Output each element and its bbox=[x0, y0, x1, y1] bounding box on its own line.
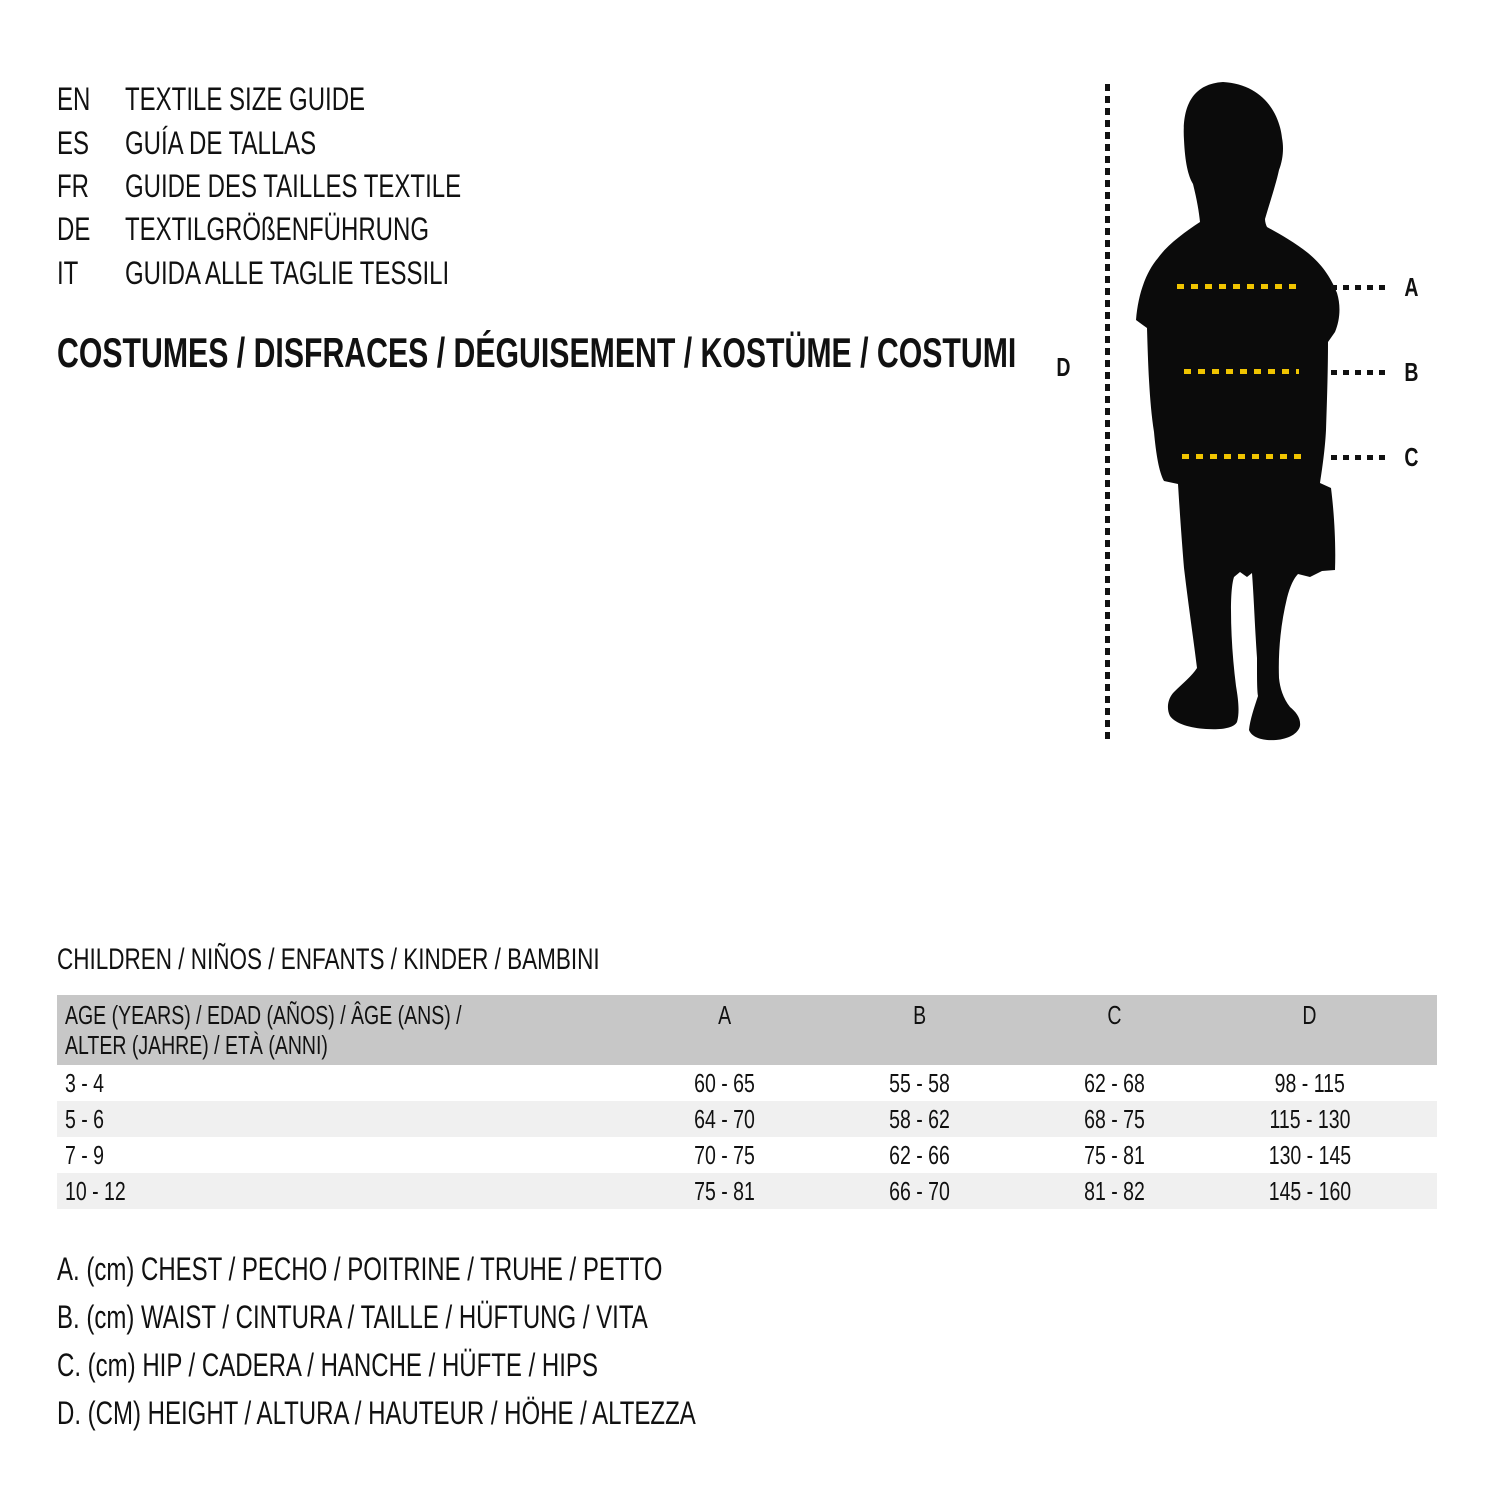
language-guide-title: GUIDE DES TAILLES TEXTILE bbox=[125, 168, 462, 204]
waist-leader-line bbox=[1331, 370, 1386, 375]
chest-measure-line bbox=[1177, 284, 1303, 289]
language-row-it bbox=[0, 255, 700, 291]
age-header-line1: AGE (YEARS) / EDAD (AÑOS) / ÂGE (ANS) / bbox=[65, 1000, 462, 1030]
age-cell: 5 - 6 bbox=[65, 1104, 105, 1134]
height-dimension-line bbox=[1105, 84, 1110, 740]
waist-cell: 62 - 66 bbox=[889, 1140, 950, 1170]
chest-cell: 70 - 75 bbox=[694, 1140, 755, 1170]
waist-cell: 58 - 62 bbox=[889, 1104, 950, 1134]
column-header-a: A bbox=[717, 1000, 732, 1030]
waist-cell: 66 - 70 bbox=[889, 1176, 950, 1206]
language-row-en bbox=[0, 81, 700, 117]
category-heading: COSTUMES / DISFRACES / DÉGUISEMENT / KOSTÜME / COSTUMI bbox=[57, 329, 1017, 376]
height-cell: 98 - 115 bbox=[1274, 1068, 1345, 1098]
table-row bbox=[57, 1101, 1437, 1137]
hip-cell: 81 - 82 bbox=[1084, 1176, 1145, 1206]
language-row-es bbox=[0, 125, 700, 161]
waist-b-label: B bbox=[1404, 357, 1419, 387]
column-header-b: B bbox=[912, 1000, 927, 1030]
age-cell: 3 - 4 bbox=[65, 1068, 105, 1098]
table-row bbox=[57, 1173, 1437, 1209]
hip-cell: 68 - 75 bbox=[1084, 1104, 1145, 1134]
column-header-d: D bbox=[1302, 1000, 1317, 1030]
legend-waist: B. (cm) WAIST / CINTURA / TAILLE / HÜFTUNG / VITA bbox=[57, 1299, 648, 1335]
language-guide-title: GUÍA DE TALLAS bbox=[125, 125, 317, 161]
height-cell: 145 - 160 bbox=[1268, 1176, 1351, 1206]
waist-measure-line bbox=[1184, 369, 1299, 374]
chest-cell: 60 - 65 bbox=[694, 1068, 755, 1098]
age-cell: 7 - 9 bbox=[65, 1140, 105, 1170]
hip-measure-line bbox=[1182, 454, 1304, 459]
table-row bbox=[57, 1137, 1437, 1173]
chest-cell: 64 - 70 bbox=[694, 1104, 755, 1134]
language-row-fr bbox=[0, 168, 700, 204]
language-code: EN bbox=[57, 81, 91, 117]
legend-chest: A. (cm) CHEST / PECHO / POITRINE / TRUHE / PETTO bbox=[57, 1251, 663, 1287]
language-code: DE bbox=[57, 211, 91, 247]
hip-cell: 75 - 81 bbox=[1084, 1140, 1145, 1170]
size-table-header-row bbox=[57, 995, 1437, 1065]
legend-height: D. (CM) HEIGHT / ALTURA / HAUTEUR / HÖHE / ALTEZZA bbox=[57, 1395, 696, 1431]
height-cell: 130 - 145 bbox=[1268, 1140, 1351, 1170]
hip-cell: 62 - 68 bbox=[1084, 1068, 1145, 1098]
hip-c-label: C bbox=[1404, 442, 1419, 472]
height-cell: 115 - 130 bbox=[1269, 1104, 1350, 1134]
chest-a-label: A bbox=[1404, 272, 1419, 302]
table-row bbox=[57, 1065, 1437, 1101]
language-code: IT bbox=[57, 255, 79, 291]
section-title-children: CHILDREN / NIÑOS / ENFANTS / KINDER / BAMBINI bbox=[57, 943, 600, 976]
language-code: FR bbox=[57, 168, 89, 204]
waist-cell: 55 - 58 bbox=[889, 1068, 950, 1098]
chest-leader-line bbox=[1331, 285, 1386, 290]
age-header-line2: ALTER (JAHRE) / ETÀ (ANNI) bbox=[65, 1030, 328, 1060]
hip-leader-line bbox=[1331, 455, 1386, 460]
column-header-c: C bbox=[1107, 1000, 1122, 1030]
height-d-label: D bbox=[1056, 352, 1071, 382]
legend-hip: C. (cm) HIP / CADERA / HANCHE / HÜFTE / HIPS bbox=[57, 1347, 598, 1383]
language-guide-title: TEXTILE SIZE GUIDE bbox=[125, 81, 366, 117]
size-table bbox=[57, 995, 1437, 1209]
age-column-header bbox=[57, 995, 627, 1065]
chest-cell: 75 - 81 bbox=[694, 1176, 755, 1206]
language-guide-title: TEXTILGRÖßENFÜHRUNG bbox=[125, 211, 430, 247]
language-code: ES bbox=[57, 125, 90, 161]
language-guide-title: GUIDA ALLE TAGLIE TESSILI bbox=[125, 255, 450, 291]
age-cell: 10 - 12 bbox=[65, 1176, 126, 1206]
language-row-de bbox=[0, 211, 700, 247]
child-silhouette-figure bbox=[1130, 80, 1345, 745]
